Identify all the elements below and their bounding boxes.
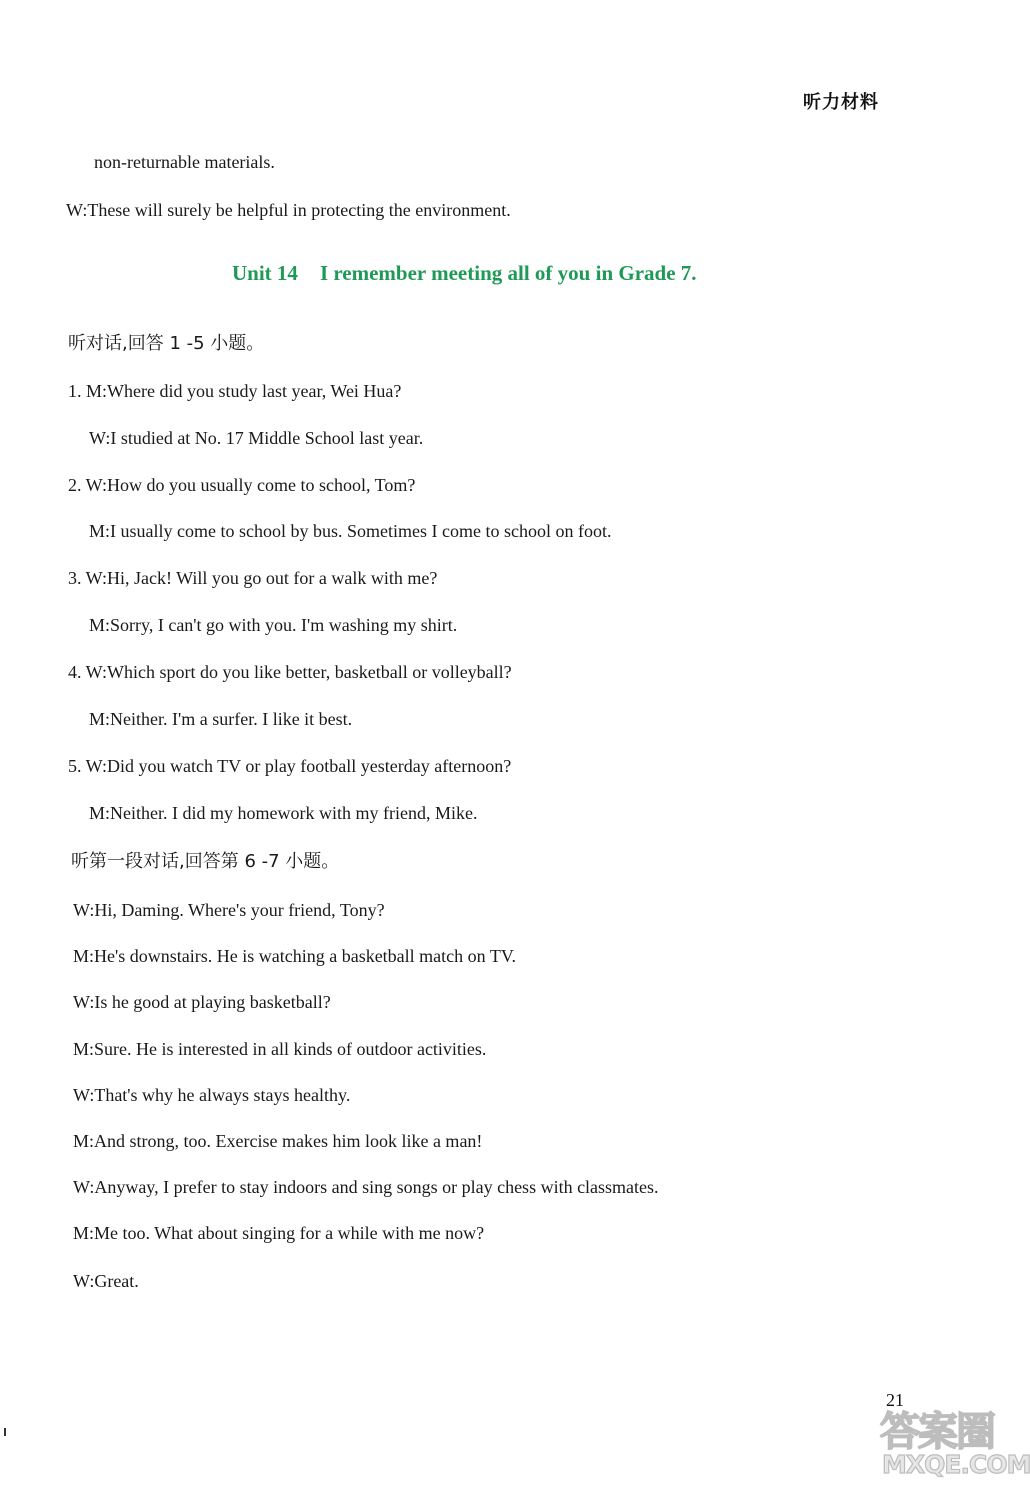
answer-line: M:I usually come to school by bus. Sometimes I come to school on foot. [89,521,612,541]
dialogue-line: M:Sure. He is interested in all kinds of outdoor activities. [73,1039,487,1059]
question-line: 3. W:Hi, Jack! Will you go out for a walk with me? [68,568,438,588]
dialogue-line: W:Great. [73,1271,139,1291]
dialogue-line: W:Hi, Daming. Where's your friend, Tony? [73,900,385,920]
answer-line: M:Neither. I'm a surfer. I like it best. [89,709,353,729]
dialogue-line: W:Is he good at playing basketball? [73,992,331,1012]
answer-line: M:Neither. I did my homework with my friend, Mike. [89,803,478,823]
watermark-url: MXQE.COM [882,1450,1030,1479]
page-number: 21 [886,1390,904,1410]
watermark-logo [880,1400,1030,1485]
section1-instruction: 听对话,回答 1 -5 小题。 [68,333,265,354]
question-line: 2. W:How do you usually come to school, Tom? [68,475,416,495]
question-line: 4. W:Which sport do you like better, basketball or volleyball? [68,662,512,682]
unit-number: Unit 14 [232,261,298,285]
unit-title-text: I remember meeting all of you in Grade 7. [319,261,697,285]
dialogue-line: M:Me too. What about singing for a while with me now? [73,1223,485,1243]
dialogue-line: M:He's downstairs. He is watching a basketball match on TV. [73,946,517,966]
dialogue-line: W:That's why he always stays healthy. [73,1085,351,1105]
question-line: 5. W:Did you watch TV or play football yesterday afternoon? [68,756,512,776]
margin-mark [4,1428,6,1436]
dialogue-line: W:These will surely be helpful in protecting the environment. [66,200,511,220]
watermark-chars: 答案圈 [880,1409,994,1455]
answer-line: M:Sorry, I can't go with you. I'm washing my shirt. [89,615,458,635]
unit-heading [232,261,697,286]
page-header-title: 听力材料 [803,92,879,113]
continued-line: non-returnable materials. [94,152,275,172]
section2-instruction: 听第一段对话,回答第 6 -7 小题。 [71,851,340,872]
dialogue-line: M:And strong, too. Exercise makes him look like a man! [73,1131,483,1151]
answer-line: W:I studied at No. 17 Middle School last year. [89,428,424,448]
question-line: 1. M:Where did you study last year, Wei Hua? [68,381,402,401]
dialogue-line: W:Anyway, I prefer to stay indoors and sing songs or play chess with classmates. [73,1177,659,1197]
